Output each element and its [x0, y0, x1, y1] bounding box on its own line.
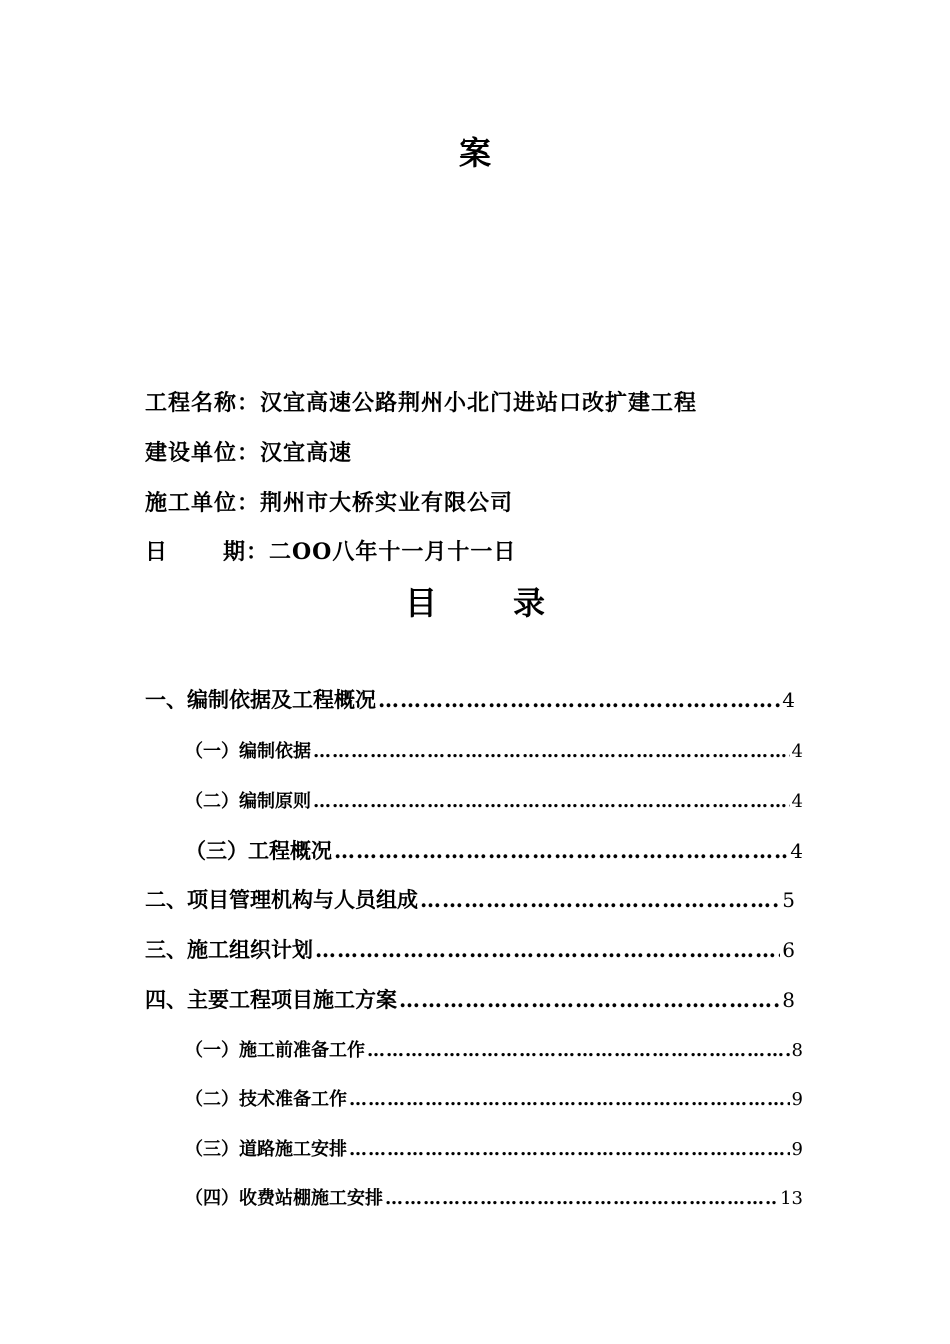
toc-entry-page: 4: [791, 741, 803, 762]
toc-leader: [349, 1089, 790, 1110]
top-title: 案: [458, 134, 491, 172]
toc-leader: [367, 1040, 790, 1061]
toc-entry-page: 9: [791, 1089, 803, 1110]
toc-leader: [420, 887, 780, 912]
toc-entry[interactable]: [185, 787, 803, 813]
toc-entry[interactable]: [185, 835, 803, 865]
toc-entry-page: 13: [780, 1188, 803, 1209]
toc-entry-page: 4: [790, 839, 803, 863]
toc-entry[interactable]: [145, 934, 795, 964]
toc-entry-page: 4: [791, 791, 803, 812]
toc-entry[interactable]: [145, 984, 795, 1014]
toc-entry[interactable]: [185, 1184, 803, 1210]
toc-leader: [399, 987, 780, 1012]
toc-entry-label: （一）编制依据: [185, 741, 311, 762]
toc-leader: [349, 1139, 790, 1160]
info-value: 二OO八年十一月十一日: [269, 539, 517, 565]
toc-entry-label: 一、编制依据及工程概况: [145, 687, 376, 712]
toc-entry-page: 5: [782, 888, 795, 912]
toc-entry[interactable]: [145, 684, 795, 714]
info-value: 汉宜高速: [260, 440, 353, 466]
toc-entry-label: （四）收费站棚施工安排: [185, 1188, 383, 1209]
toc-entry-page: 8: [791, 1040, 803, 1061]
toc-entry[interactable]: [185, 1135, 803, 1161]
info-label: 工程名称：: [145, 390, 261, 416]
toc-entry-label: 二、项目管理机构与人员组成: [145, 887, 418, 912]
info-label: 施工单位：: [145, 490, 261, 516]
toc-leader: [334, 838, 788, 863]
toc-entry-label: 四、主要工程项目施工方案: [145, 987, 397, 1012]
toc-entry-page: 8: [782, 988, 795, 1012]
info-label: 建设单位：: [145, 440, 261, 466]
toc-leader: [315, 937, 780, 962]
toc-entry-label: （三）道路施工安排: [185, 1139, 347, 1160]
toc-leader: [378, 687, 780, 712]
toc-entry-label: （二）编制原则: [185, 791, 311, 812]
toc-entry[interactable]: [185, 1036, 803, 1062]
toc-entry-label: 三、施工组织计划: [145, 937, 313, 962]
toc-entry-page: 9: [791, 1139, 803, 1160]
toc-entry-page: 6: [782, 938, 795, 962]
toc-entry-label: （一）施工前准备工作: [185, 1040, 365, 1061]
toc-title-char: 录: [513, 584, 546, 622]
toc-title: [0, 578, 950, 624]
info-row-project-name: [145, 386, 697, 417]
info-value: 汉宜高速公路荆州小北门进站口改扩建工程: [260, 390, 698, 416]
toc-entry[interactable]: [185, 1085, 803, 1111]
info-row-contractor: [145, 486, 513, 517]
toc-title-char: 目: [404, 584, 437, 622]
toc-leader: [313, 791, 790, 812]
toc-entry-page: 4: [782, 688, 795, 712]
info-value: 荆州市大桥实业有限公司: [260, 490, 514, 516]
toc-entry[interactable]: [145, 884, 795, 914]
date-label-char: 期：: [222, 539, 269, 565]
toc-entry[interactable]: [185, 737, 803, 763]
toc-leader: [385, 1188, 778, 1209]
toc-entry-label: （二）技术准备工作: [185, 1089, 347, 1110]
toc-leader: [313, 741, 790, 762]
toc-entry-label: （三）工程概况: [185, 838, 332, 863]
info-label-date: [145, 535, 269, 566]
info-row-date: [145, 535, 516, 566]
info-row-owner: [145, 436, 352, 467]
date-label-char: 日: [145, 539, 169, 565]
